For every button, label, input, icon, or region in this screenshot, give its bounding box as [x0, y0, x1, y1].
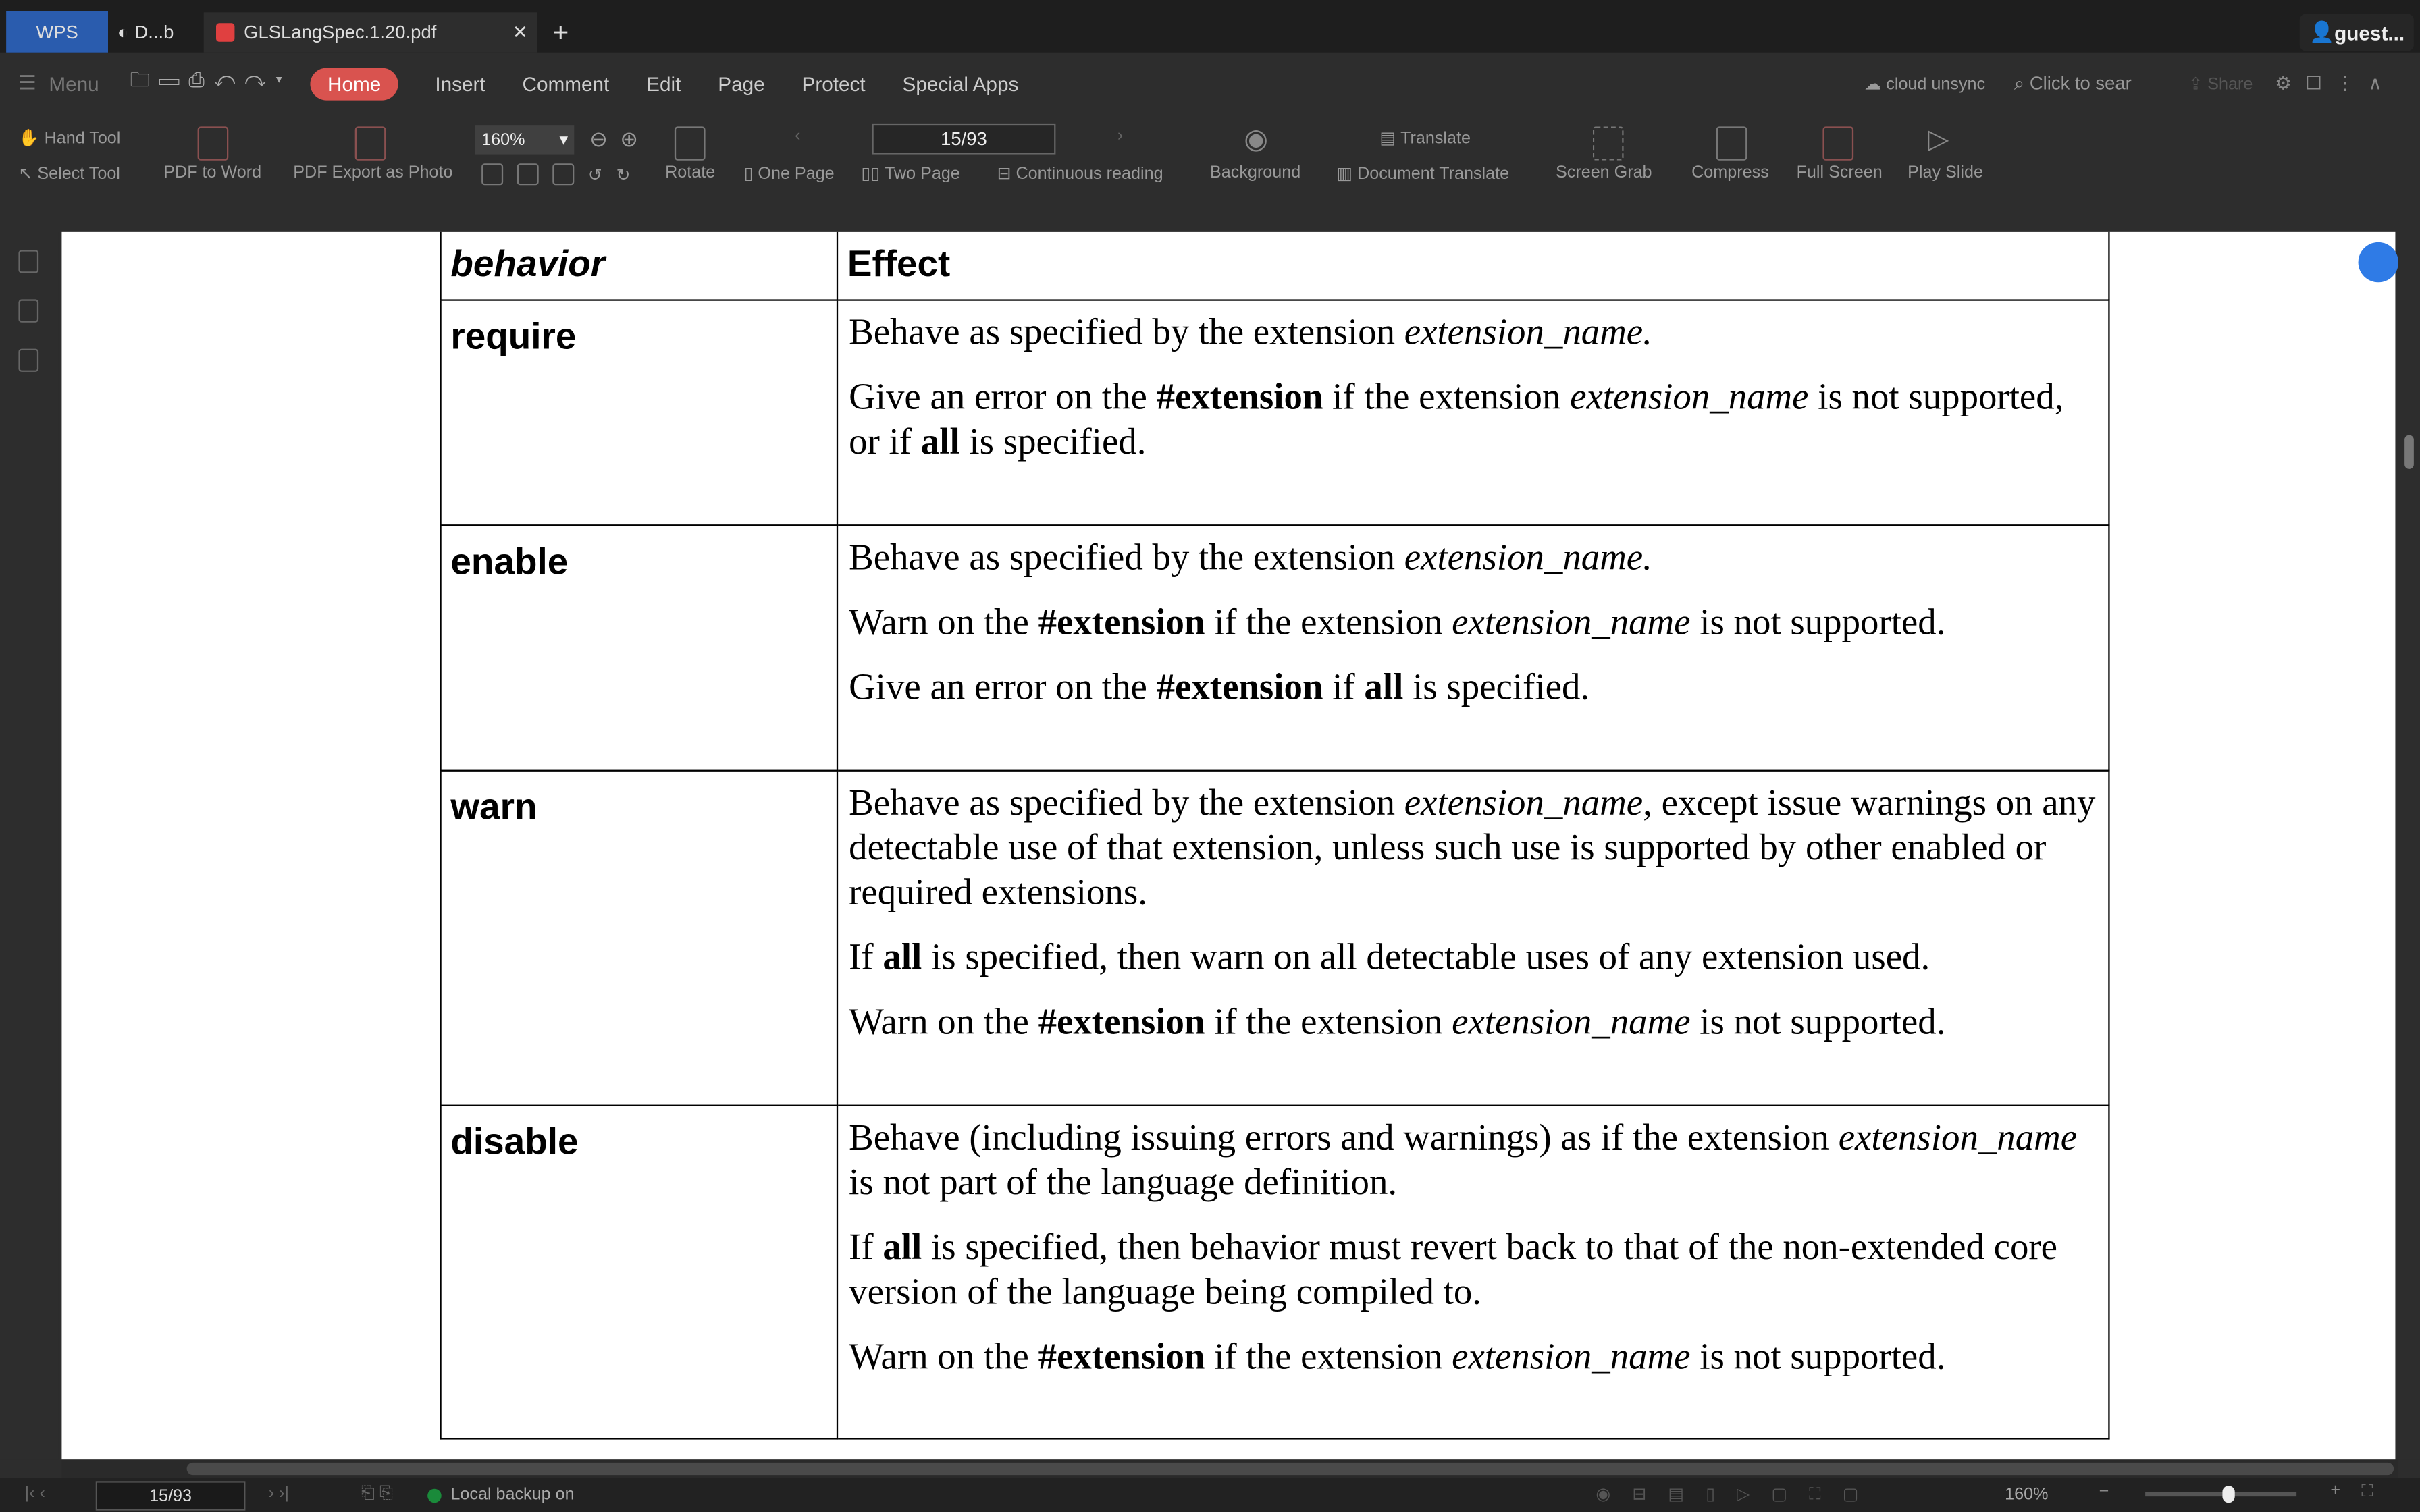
text-run: #extension — [1156, 668, 1323, 709]
text-run: is not supported. — [1690, 1337, 1946, 1378]
export-photo-button[interactable] — [293, 163, 452, 182]
label: Compress — [1691, 163, 1769, 182]
play-icon: ▷ — [1927, 123, 1949, 155]
chevron-down-icon: ▾ — [559, 131, 569, 150]
label: Full Screen — [1796, 163, 1883, 182]
tab-protect[interactable]: Protect — [801, 72, 866, 95]
document-translate-button[interactable] — [1336, 163, 1509, 184]
label: One Page — [758, 164, 835, 183]
label: Screen Grab — [1555, 163, 1652, 182]
export-photo-icon — [355, 126, 386, 160]
eye-icon: ◉ — [1244, 123, 1269, 155]
tab-label: GLSLangSpec.1.20.pdf — [244, 21, 437, 43]
annotation-icon[interactable] — [18, 349, 38, 372]
search-box[interactable]: ⌕ Click to sear — [2014, 72, 2132, 94]
text-run: if the extension — [1205, 1337, 1452, 1378]
prev-page-icon[interactable]: ‹ — [795, 126, 801, 145]
page-number: 15/93 — [149, 1486, 192, 1505]
text-run: #extension — [1038, 603, 1205, 644]
text-run: all — [883, 1228, 922, 1268]
text-run: all — [1364, 668, 1404, 709]
user-account[interactable] — [2300, 14, 2413, 51]
backup-status: Local backup on — [450, 1486, 575, 1505]
text-run: #extension — [1038, 1002, 1205, 1044]
text-run: is specified. — [1403, 668, 1590, 709]
doc-icon: ◐ — [117, 21, 129, 43]
fullscreen-icon — [1822, 126, 1853, 160]
label: Continuous reading — [1016, 164, 1163, 183]
text-run: if the extension — [1205, 1002, 1452, 1044]
zoom-out-icon[interactable]: ⊖ — [589, 126, 608, 151]
cloud-status[interactable]: ☁ cloud unsync — [1864, 74, 1986, 94]
play-slide-button[interactable] — [1908, 163, 1983, 182]
zoom-value: 160% — [481, 130, 525, 149]
fit-width-icon[interactable] — [552, 163, 574, 185]
effect-description — [838, 772, 2108, 1046]
fit-page-icon[interactable] — [517, 163, 539, 185]
translate-button[interactable] — [1379, 128, 1471, 148]
text-run: extension_name — [1452, 603, 1691, 644]
behavior-keyword: warn — [450, 786, 537, 829]
continuous-icon: ⊟ — [997, 165, 1011, 184]
status-bar — [0, 1478, 2420, 1512]
view-mode-icons[interactable]: ◉⊟▤▯▷▢⛶▢ — [1596, 1486, 1880, 1505]
text-run: Warn on the — [849, 603, 1038, 644]
effect-paragraph — [849, 782, 2099, 917]
text-run: is not supported. — [1690, 603, 1946, 644]
scissors-icon — [1593, 126, 1624, 160]
hand-icon: ✋ — [18, 129, 40, 148]
zoom-in-icon[interactable]: + — [2330, 1481, 2341, 1500]
user-name: guest... — [2334, 20, 2405, 45]
scroll-thumb[interactable] — [187, 1463, 2394, 1475]
horizontal-scrollbar[interactable] — [61, 1459, 2398, 1478]
label: Two Page — [884, 164, 960, 183]
user-icon: 👤 — [2309, 20, 2335, 43]
text-run: is not supported. — [1690, 1002, 1946, 1044]
compress-icon — [1716, 126, 1747, 160]
text-run: Warn on the — [849, 1002, 1038, 1044]
text-run: #extension — [1156, 377, 1323, 418]
effect-description — [838, 301, 2108, 466]
translate-icon: ▤ — [1379, 129, 1396, 148]
left-sidebar — [0, 232, 59, 1459]
tab-page[interactable]: Page — [718, 72, 765, 95]
scroll-thumb[interactable] — [2404, 435, 2414, 469]
hamburger-icon[interactable]: ☰ — [18, 71, 37, 94]
text-run: extension_name. — [1404, 313, 1652, 354]
text-run: If — [849, 1228, 883, 1268]
text-run: #extension — [1038, 1337, 1205, 1378]
compress-button[interactable] — [1691, 163, 1769, 182]
tab-label: D...b — [134, 21, 174, 43]
label: PDF to Word — [163, 163, 262, 182]
zoom-slider-handle[interactable] — [2222, 1486, 2234, 1503]
tab-comment[interactable]: Comment — [522, 72, 610, 95]
vertical-scrollbar[interactable] — [2398, 232, 2420, 1459]
text-run: Give an error on the — [849, 377, 1157, 418]
zoom-slider[interactable] — [2145, 1492, 2296, 1496]
settings-icons[interactable]: ⚙☐⋮∧ — [2275, 72, 2396, 94]
extension-behavior-table — [440, 232, 2109, 1440]
behavior-keyword: disable — [450, 1121, 579, 1164]
effect-paragraph — [849, 1001, 2099, 1046]
text-run: extension_name — [1570, 377, 1809, 418]
continuous-reading-button[interactable] — [997, 163, 1163, 184]
first-prev-icons[interactable]: |‹ ‹ — [24, 1484, 45, 1503]
text-run: extension_name. — [1404, 538, 1652, 579]
text-run: Behave (including issuing errors and warnings) as if the extension — [849, 1118, 1839, 1159]
label: Document Translate — [1357, 164, 1510, 183]
close-icon[interactable]: ✕ — [512, 21, 528, 43]
thumbnail-icon[interactable] — [18, 299, 38, 322]
rotate-right-icon[interactable]: ↻ — [616, 165, 631, 185]
label: Hand Tool — [44, 128, 121, 148]
menu-bar — [0, 53, 2420, 114]
zoom-select[interactable] — [475, 125, 574, 154]
tab-insert[interactable]: Insert — [435, 72, 485, 95]
zoom-buttons[interactable] — [589, 126, 638, 153]
quick-access-icons[interactable]: 🗀▭⎙↶↷▾ — [130, 68, 292, 91]
tab-edit[interactable]: Edit — [646, 72, 681, 95]
effect-paragraph — [849, 666, 2099, 711]
effect-paragraph — [849, 1226, 2099, 1316]
hand-tool-button[interactable] — [18, 128, 120, 148]
effect-description — [838, 526, 2108, 711]
text-run: is specified, then behavior must revert back to that of the non-extended core version of the language being compiled to. — [849, 1228, 2058, 1314]
text-run: Behave as specified by the extension — [849, 313, 1404, 354]
search-placeholder: Click to sear — [2029, 72, 2132, 94]
tab-wps[interactable] — [6, 11, 108, 53]
share-label: Share — [2207, 74, 2253, 94]
next-page-icon[interactable]: › — [1117, 126, 1124, 145]
pdf-icon — [216, 23, 234, 41]
fit-icon[interactable]: ⛶ — [2361, 1482, 2373, 1501]
text-run: is not part of the language definition. — [849, 1163, 1398, 1204]
pdf-page — [61, 232, 2395, 1459]
text-run: is specified, then warn on all detectable uses of any extension used. — [922, 938, 1930, 979]
effect-paragraph — [849, 601, 2099, 646]
label: Select Tool — [37, 164, 120, 183]
tab-label: WPS — [36, 20, 78, 43]
text-run: if the extension — [1205, 603, 1452, 644]
text-run: extension_name — [1838, 1118, 2078, 1159]
effect-paragraph — [849, 377, 2099, 466]
text-run: is not supported, or if — [849, 377, 2064, 463]
zoom-out-icon[interactable]: − — [2099, 1482, 2109, 1501]
ribbon-toolbar — [0, 114, 2420, 232]
effect-paragraph — [849, 1117, 2099, 1207]
screen-grab-button[interactable] — [1556, 163, 1652, 182]
two-page-button[interactable] — [861, 163, 959, 184]
text-run: all — [920, 423, 960, 463]
effect-paragraph — [849, 936, 2099, 981]
label: Play Slide — [1908, 163, 1983, 182]
new-tab-button[interactable]: + — [552, 16, 569, 47]
header-behavior: behavior — [450, 244, 606, 286]
text-run: Behave as specified by the extension — [849, 784, 1404, 824]
nav-history-icons[interactable]: ⎗ ⎘ — [361, 1484, 394, 1503]
tab-special-apps[interactable]: Special Apps — [902, 72, 1019, 95]
label: Background — [1209, 163, 1301, 182]
full-screen-button[interactable] — [1797, 163, 1883, 182]
table-header-row — [441, 232, 2109, 300]
table-row — [441, 1106, 2109, 1439]
text-run: , except issue warnings on any detectable use of that extension, unless such use is supported by other enabled or required extensions. — [849, 784, 2096, 914]
effect-paragraph — [849, 1336, 2099, 1380]
text-run: Warn on the — [849, 1337, 1038, 1378]
zoom-in-icon[interactable]: ⊕ — [620, 126, 639, 151]
text-run: if the extension — [1323, 377, 1571, 418]
status-zoom[interactable]: 160% — [2005, 1486, 2049, 1505]
doc-translate-icon: ▥ — [1336, 165, 1353, 184]
fit-buttons[interactable] — [481, 163, 630, 185]
effect-paragraph — [849, 312, 2099, 356]
menu-button[interactable]: Menu — [49, 72, 99, 95]
page-number-input[interactable] — [872, 124, 1055, 155]
behavior-keyword: require — [450, 316, 577, 358]
rotate-button[interactable] — [665, 163, 715, 182]
rotate-icon — [675, 126, 706, 160]
next-last-icons[interactable]: › ›| — [268, 1484, 289, 1503]
label: Translate — [1400, 128, 1471, 148]
select-tool-button[interactable] — [18, 163, 120, 184]
label: Rotate — [665, 163, 716, 182]
text-run: all — [883, 938, 922, 979]
text-run: if — [1323, 668, 1365, 709]
text-run: extension_name — [1452, 1002, 1691, 1044]
cursor-icon: ↖ — [18, 165, 33, 184]
tab-doc1[interactable] — [117, 12, 194, 52]
cloud-label: cloud unsync — [1886, 74, 1986, 94]
share-button[interactable]: ⇪ Share — [2188, 74, 2253, 94]
behavior-keyword: enable — [450, 541, 569, 583]
header-effect: Effect — [847, 244, 951, 286]
status-page-input[interactable] — [96, 1481, 246, 1510]
table-row — [441, 300, 2109, 526]
actual-size-icon[interactable] — [481, 163, 503, 185]
text-run: is specified. — [959, 423, 1147, 463]
label: PDF Export as Photo — [293, 163, 453, 182]
effect-description — [838, 1106, 2108, 1381]
text-run: Give an error on the — [849, 668, 1157, 709]
pdf-to-word-button[interactable] — [163, 163, 261, 182]
text-run: If — [849, 938, 883, 979]
background-button[interactable] — [1210, 163, 1300, 182]
pdf-to-word-icon — [198, 126, 229, 160]
tab-home[interactable]: Home — [311, 67, 398, 99]
two-page-icon: ▯▯ — [861, 165, 880, 184]
text-run: extension_name — [1404, 784, 1643, 824]
rotate-left-icon[interactable]: ↺ — [587, 165, 602, 185]
page-number: 15/93 — [941, 128, 987, 150]
text-run: extension_name — [1452, 1337, 1691, 1378]
floating-tool-button[interactable] — [2359, 242, 2398, 282]
table-row — [441, 525, 2109, 770]
backup-status-icon — [427, 1489, 442, 1503]
tab-bar — [0, 0, 2420, 53]
effect-paragraph — [849, 537, 2099, 581]
tab-pdf[interactable] — [204, 12, 537, 52]
bookmark-icon[interactable] — [18, 250, 38, 273]
table-row — [441, 771, 2109, 1106]
page-icon: ▯ — [743, 165, 754, 184]
one-page-button[interactable] — [744, 163, 835, 184]
text-run: Behave as specified by the extension — [849, 538, 1404, 579]
